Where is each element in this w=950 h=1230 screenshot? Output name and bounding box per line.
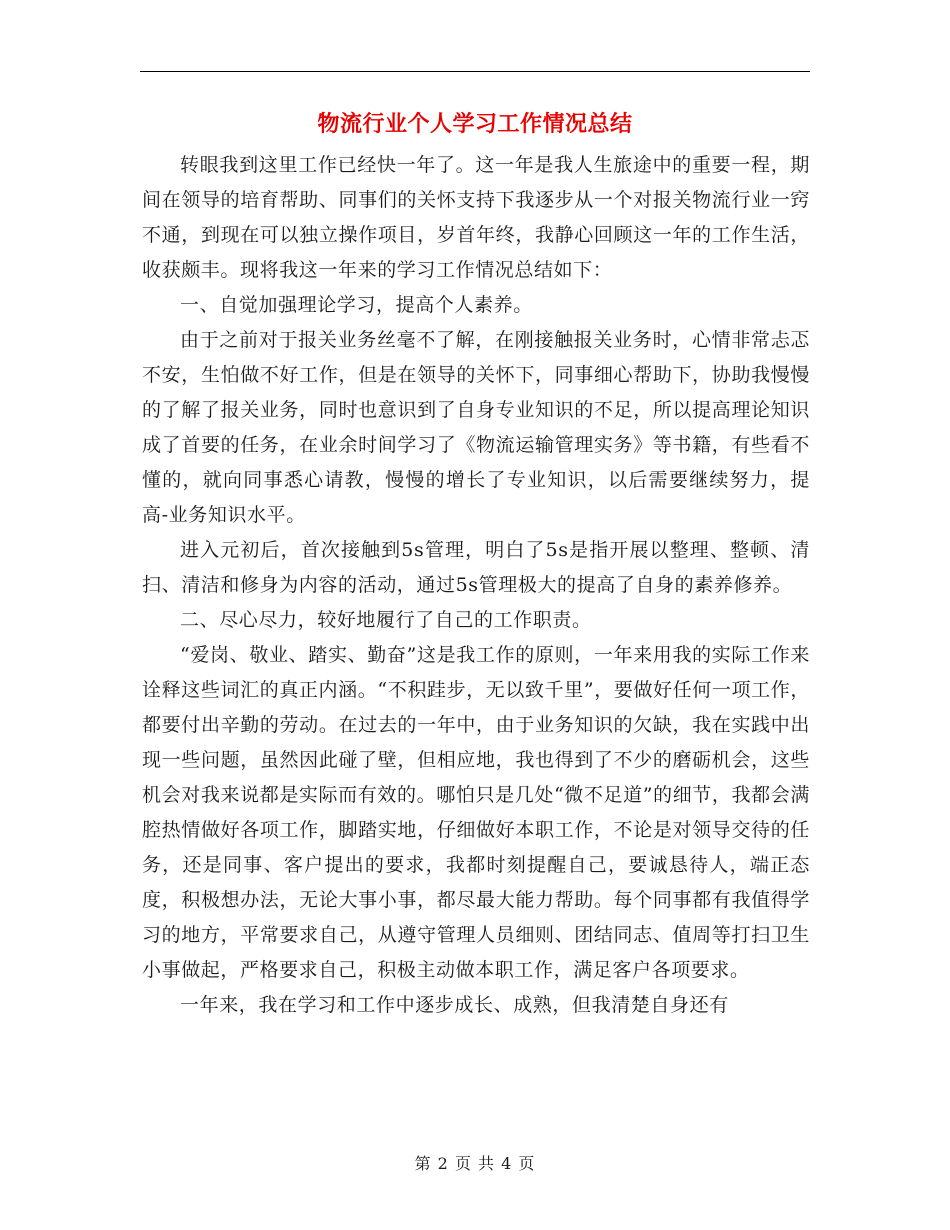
page-number-footer: 第 2 页 共 4 页 bbox=[414, 1154, 536, 1173]
document-title: 物流行业个人学习工作情况总结 bbox=[317, 111, 633, 137]
section-heading-2: 二、尽心尽力，较好地履行了自己的工作职责。 bbox=[180, 609, 592, 631]
paragraph-intro: 转眼我到这里工作已经快一年了。这一年是我人生旅途中的重要一程，期间在领导的培育帮助、同事们的关怀支持下我逐步从一个对报关物流行业一窍不通，到现在可以独立操作项目，岁首年终，我静心回顾这一年的工作生活，收获颇丰。现将我这一年来的学习工作情况总结如下： bbox=[142, 154, 810, 281]
paragraph-closing: 一年来，我在学习和工作中逐步成长、成熟，但我清楚自身还有 bbox=[180, 994, 729, 1016]
paragraph-section-1: 由于之前对于报关业务丝毫不了解，在刚接触报关业务时，心情非常忐忑不安，生怕做不好工作，但是在领导的关怀下，同事细心帮助下，协助我慢慢的了解了报关业务，同时也意识到了自身专业知识的不足，所以提高理论知识成了首要的任务，在业余时间学习了《物流运输管理实务》等书籍，有些看不懂的，就向同事悉心请教，慢慢的增长了专业知识，以后需要继续努力，提高-业务知识水平。 bbox=[142, 329, 810, 526]
document-body bbox=[142, 148, 810, 1023]
header-rule bbox=[140, 71, 810, 72]
paragraph-5s: 进入元初后，首次接触到5s管理，明白了5s是指开展以整理、整顿、清扫、清洁和修身为内容的活动，通过5s管理极大的提高了自身的素养修养。 bbox=[142, 539, 810, 596]
section-heading-1: 一、自觉加强理论学习，提高个人素养。 bbox=[180, 294, 533, 316]
paragraph-section-2: “爱岗、敬业、踏实、勤奋”这是我工作的原则，一年来用我的实际工作来诠释这些词汇的真正内涵。“不积跬步，无以致千里”，要做好任何一项工作，都要付出辛勤的劳动。在过去的一年中，由于业务知识的欠缺，我在实践中出现一些问题，虽然因此碰了壁，但相应地，我也得到了不少的磨砺机会，这些机会对我来说都是实际而有效的。哪怕只是几处“微不足道”的细节，我都会满腔热情做好各项工作，脚踏实地，仔细做好本职工作，不论是对领导交待的任务，还是同事、客户提出的要求，我都时刻提醒自己，要诚恳待人，端正态度，积极想办法，无论大事小事，都尽最大能力帮助。每个同事都有我值得学习的地方，平常要求自己，从遵守管理人员细则、团结同志、值周等打扫卫生小事做起，严格要求自己，积极主动做本职工作，满足客户各项要求。 bbox=[142, 644, 810, 981]
